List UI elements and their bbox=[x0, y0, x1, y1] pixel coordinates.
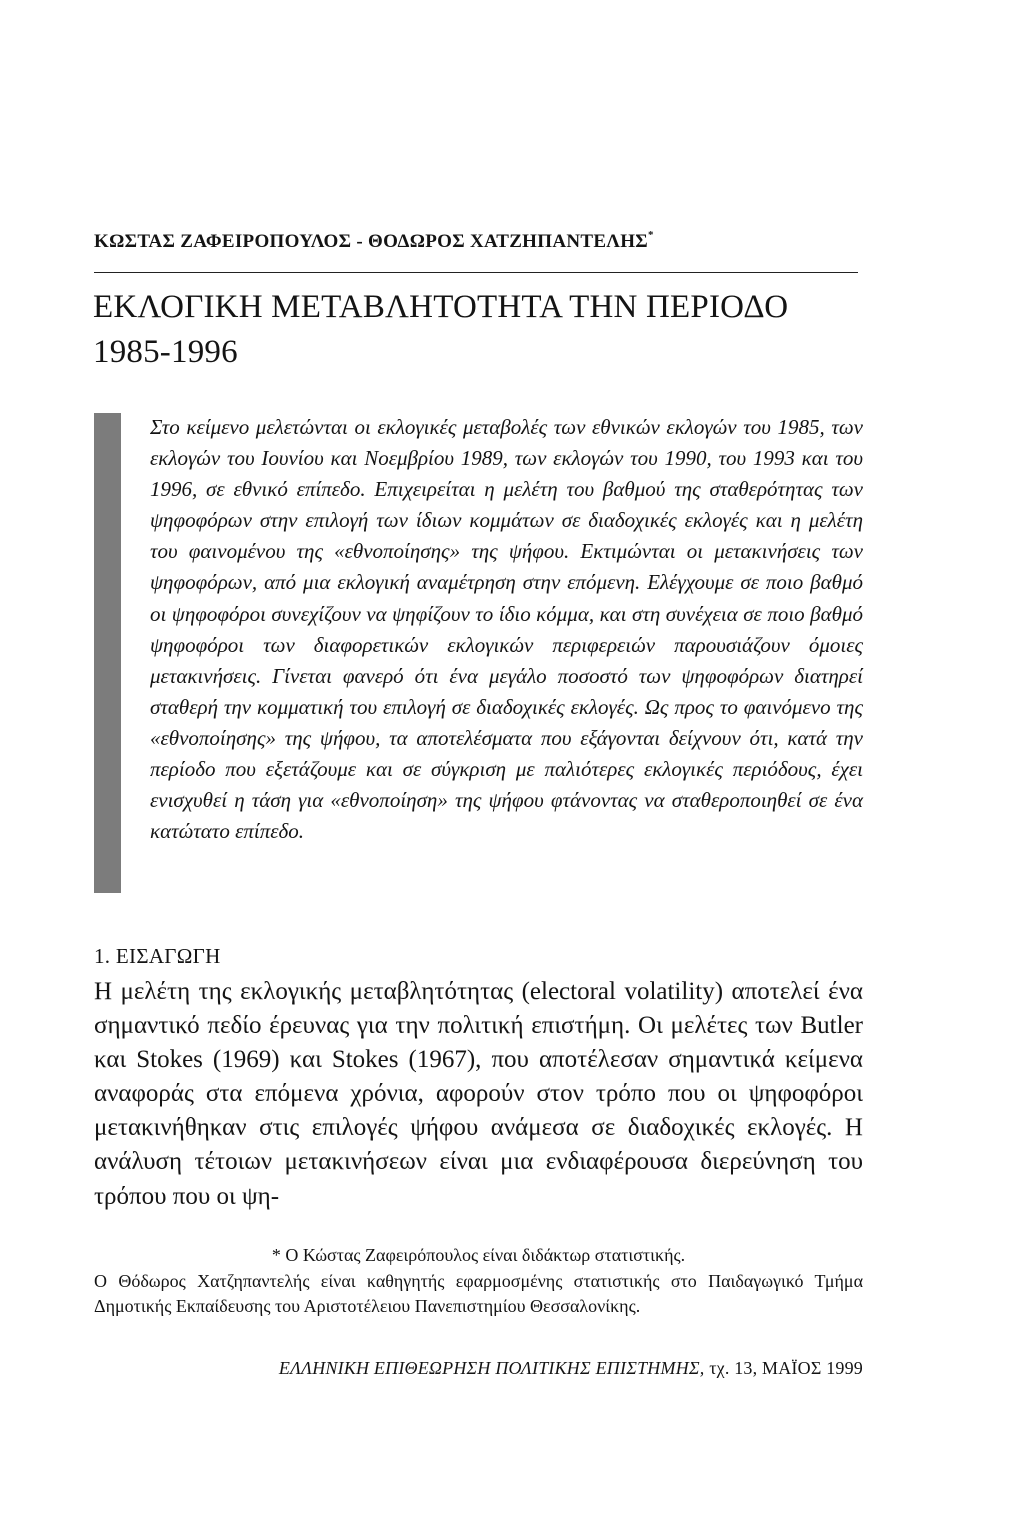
header-rule bbox=[94, 272, 858, 273]
abstract-side-bar bbox=[94, 413, 121, 893]
journal-issue: τχ. 13, ΜΑΪΟΣ 1999 bbox=[704, 1358, 863, 1378]
abstract-text: Στο κείμενο μελετώνται οι εκλογικές μεταβολές των εθνικών εκλογών του 1985, των εκλογών του Ιουνίου και Νοεμβρίου 1989, των εκλογών του 1990, του 1993 και του 1996, σε εθνικό επίπεδο. Επιχειρείται η μελέτη του βαθμού της σταθερότητας των ψηφοφόρων στην επιλογή των ίδιων κομμάτων σε διαδοχικές εκλογές και η μελέτη του φαινομένου της «εθνοποίησης» της ψήφου. Εκτιμώνται οι μετακινήσεις των ψηφοφόρων, από μια εκλογική αναμέτρηση στην επόμενη. Ελέγχουμε σε ποιο βαθμό οι ψηφοφόροι συνεχίζουν να ψηφίζουν το ίδιο κόμμα, και στη συνέχεια σε ποιο βαθμό ψηφοφόροι των διαφορετικών εκλογικών περιφερειών παρουσιάζουν όμοιες μετακινήσεις. Γίνεται φανερό ότι ένα μεγάλο ποσοστό των ψηφοφόρων διατηρεί σταθερή την κομματική του επιλογή σε διαδοχικές εκλογές. Ως προς το φαινόμενο της «εθνοποίησης» της ψήφου, τα αποτελέσματα που εξάγονται δείχνουν ότι, κατά την περίοδο που εξετάζουμε και σε σύγκριση με παλιότερες εκλογικές περιόδους, έχει ενισχυθεί η τάση για «εθνοποίηση» της ψήφου φτάνοντας να σταθεροποιηθεί σε ένα κατώτατο επίπεδο. bbox=[150, 415, 863, 844]
footnote-2: Ο Θόδωρος Χατζηπαντελής είναι καθηγητής εφαρμοσμένης στατιστικής στο Παιδαγωγικό Τμήμα Δημοτικής Εκπαίδευσης του Αριστοτέλειου Πανεπιστημίου Θεσσαλονίκης. bbox=[94, 1271, 863, 1316]
body-paragraph: Η μελέτη της εκλογικής μεταβλητότητας (electoral volatility) αποτελεί ένα σημαντικό πεδίο έρευνας για την πολιτική επιστήμη. Οι μελέτες των Butler και Stokes (1969) και Stokes (1967), που αποτέλεσαν σημαντικά κείμενα αναφοράς στα επόμενα χρόνια, αφορούν στον τρόπο που οι ψηφοφόροι μετακινήθηκαν στις επιλογές ψήφου ανάμεσα σε διαδοχικές εκλογές. Η ανάλυση τέτοιων μετακινήσεων είναι μια ενδιαφέρουσα διερεύνηση του τρόπου που οι ψη- bbox=[94, 978, 863, 1210]
journal-citation bbox=[94, 1358, 863, 1379]
article-title bbox=[93, 285, 863, 375]
journal-name: ΕΛΛΗΝΙΚΗ ΕΠΙΘΕΩΡΗΣΗ ΠΟΛΙΤΙΚΗΣ ΕΠΙΣΤΗΜΗΣ, bbox=[278, 1358, 705, 1378]
author-line bbox=[94, 229, 864, 253]
title-line-2: 1985-1996 bbox=[93, 334, 238, 370]
authors-names: ΚΩΣΤΑΣ ΖΑΦΕΙΡΟΠΟΥΛΟΣ - ΘΟΔΩΡΟΣ ΧΑΤΖΗΠΑΝΤΕΛΗΣ bbox=[94, 231, 649, 252]
title-line-1: ΕΚΛΟΓΙΚΗ ΜΕΤΑΒΛΗΤΟΤΗΤΑ ΤΗΝ ΠΕΡΙΟΔΟ bbox=[93, 289, 789, 325]
footnote-1: * Ο Κώστας Ζαφειρόπουλος είναι διδάκτωρ στατιστικής. bbox=[271, 1245, 686, 1265]
section-heading: 1. ΕΙΣΑΓΩΓΗ bbox=[94, 944, 221, 968]
authors-footnote-mark: * bbox=[648, 229, 654, 241]
